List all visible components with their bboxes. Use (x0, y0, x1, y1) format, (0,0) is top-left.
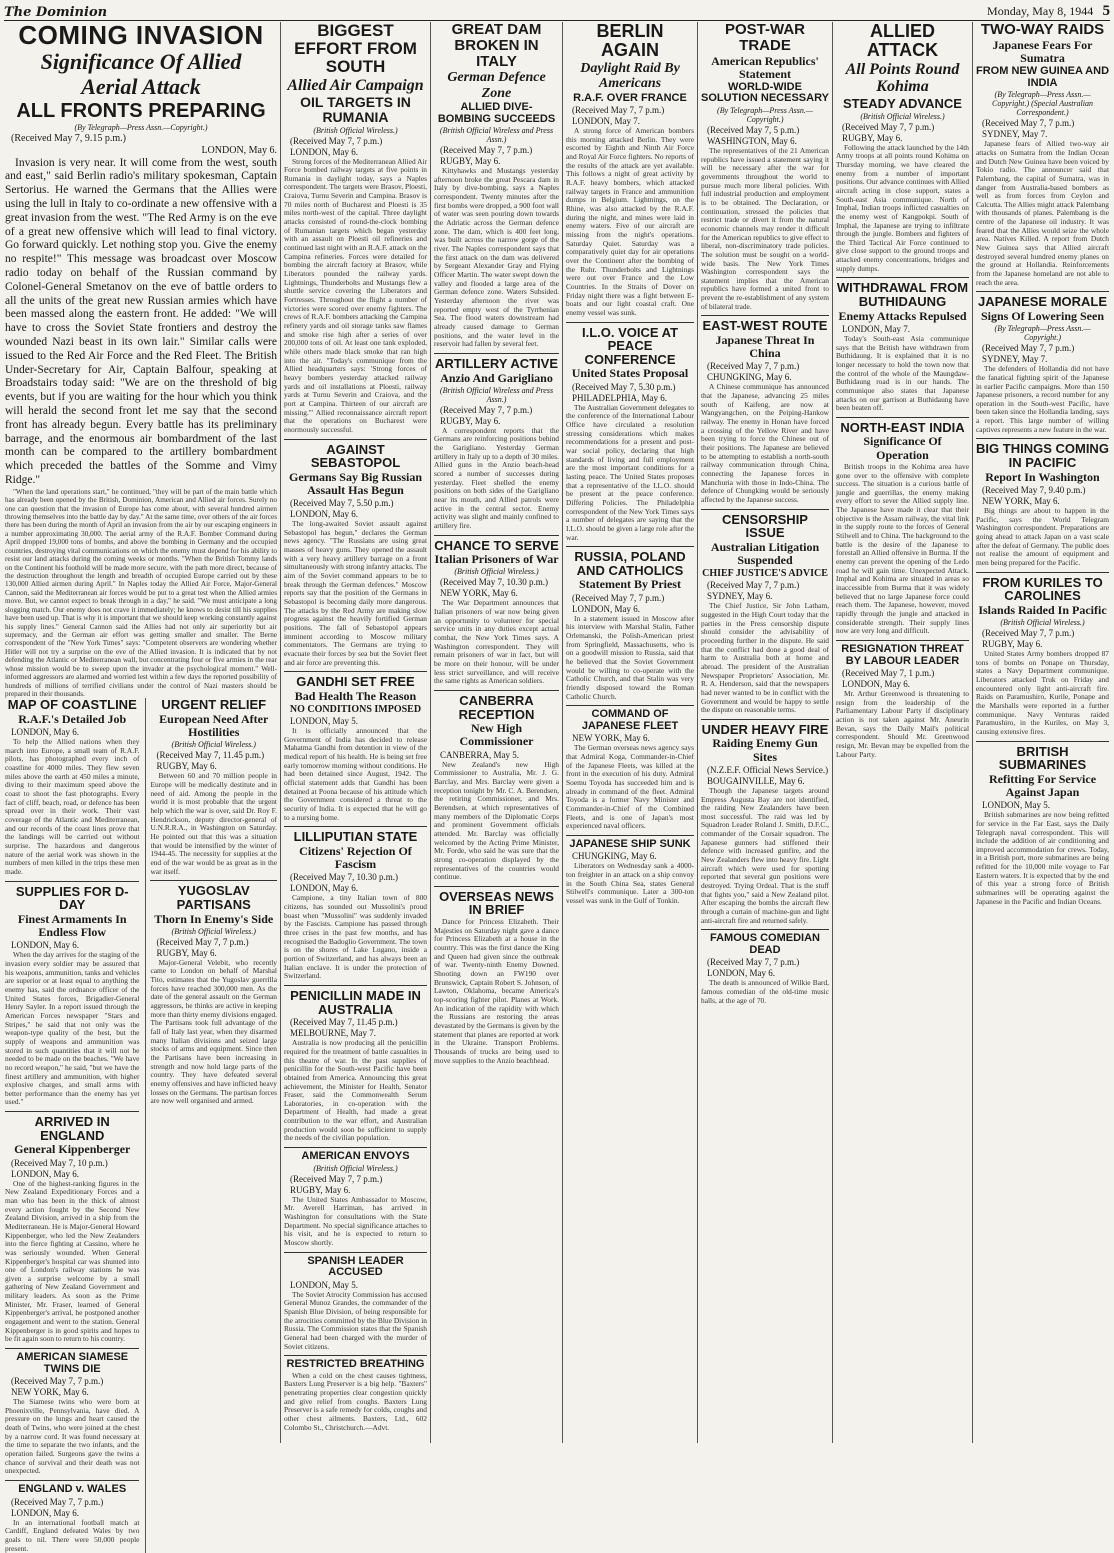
headline: TWO-WAY RAIDS (980, 21, 1105, 38)
article-rumania (284, 22, 427, 435)
subheadline: Significance Of Allied (40, 49, 242, 75)
headline: RESTRICTED BREATHING (286, 1358, 425, 1371)
headline: AMERICAN SIAMESE TWINS DIE (16, 1351, 129, 1375)
dateline-place: LONDON, May 6. (11, 1168, 79, 1179)
article-morale (976, 291, 1109, 434)
subheadline: American Republics' Statement (711, 53, 819, 81)
article-body: One of the highest-ranking figures in the New Zealand Expeditionary Forces and a man who has been in the thick of almost every action fought by the Second New Zealand Division, arrived in a ship from the Mediterranean. He is Major-General Howard Kippenberger, who led the New Zealanders into the fierce fighting at Cassino, where he was seriously wounded. When General Kippenberger's hospital car was shunted into one of London's railway stations he was given a surprise welcome by a small gathering of New Zealand Government and military leaders. As soon as the Prime Minister, Mr. Fraser, learned of General Kippenberger's arrival, he postponed another engagement and went to the station. General Kippenberger is in good spirits and hopes to be fit again soon to return to his country. (5, 1178, 140, 1344)
headline: UNDER HEAVY FIRE (701, 721, 829, 737)
article-body: Mr. Arthur Greenwood is threatening to resign from the leadership of the Parliamentary Labour Party if disciplinary action is not taken against Mr. Aneurin Bevan, says the Daily Mail's political correspondent. Should Mr. Greenwood resign, Mr. Bevan may be expelled from the Labour Party. (836, 689, 969, 759)
article-dam (434, 22, 559, 349)
received-line: (Received May 7, 7 p.m.) (11, 1496, 104, 1507)
received-line: (Received May 7, 7 p.m.) (440, 404, 533, 415)
headline: ALLIED ATTACK (866, 21, 939, 60)
received-line: (Received May 7, 9.40 p.m.) (982, 484, 1086, 495)
deck: OIL TARGETS IN RUMANIA (300, 94, 411, 125)
subheadline: Citizens' Rejection Of Fascism (299, 844, 412, 872)
received-line: (Received May 7, 10.30 p.m.) (290, 872, 398, 883)
credit-line: (British Official Wireless and Press Assn.) (439, 126, 554, 145)
dateline-place: LONDON, May 6. (842, 679, 910, 690)
subheadline: Japanese Fears For Sumatra (992, 37, 1093, 65)
dateline-place: NEW YORK, May 6. (440, 588, 518, 599)
page-number: 5 (1102, 3, 1110, 19)
credit-line: (By Telegraph—Press Assn.—Copyright.) (Special Australian Correspondent.) (992, 90, 1093, 118)
credit-line: (British Official Wireless.) (1000, 617, 1085, 627)
article-japfleet (566, 705, 694, 831)
headline: POST-WAR TRADE (724, 21, 805, 54)
article-body: Between 60 and 70 million people in Europe will be medically destitute and in need of aid. Among the people in the world it is most probable that the urgent help which the war is over, said Dr. Roy F. Hendrickson, deputy director-general of U.N.R.R.A., in Washington on Saturday. He pointed out that this was a situation that would be intensified by the winter of 1944-45. The necessity for supplies at the end of the war would be as great as in the war itself. (150, 771, 277, 876)
article-body: The Soviet Atrocity Commission has accused General Munoz Grandes, the commander of the Spanish Blue Division, of being responsible for the atrocities committed by the Blue Division in Russia. The Commission states that the Spanish General had been charged with the murder of Soviet citizens. (284, 1289, 427, 1351)
deck: FROM NEW GUINEA AND INDIA (976, 65, 1110, 89)
article-prisoners (434, 535, 559, 686)
masthead (4, 0, 1110, 21)
dateline-place: NEW YORK, May 6. (572, 733, 650, 744)
headline: CENSORSHIP ISSUE (722, 511, 808, 541)
credit-line: (British Official Wireless.) (313, 1163, 398, 1173)
dateline-place: LONDON, May 5. (290, 716, 358, 727)
article-body: The Australian Government delegates to the conference of the International Labour Office have circulated a resolution stressing considerations which makes recommendations for a present and post-war social policy, declaring that high standards of living and full employment are the most important conditions for a lasting peace. The United States proposes that a representative of the I.L.O. should be present at the peace conference. Differing Policies. The Philadelphia correspondent of the New York Times says a number of delegates are saying that the I.L.O. should be given a large role after the war. (566, 402, 694, 542)
dateline-place: LONDON, May 7. (842, 323, 910, 334)
article-body: When a cold on the chest causes tightness, Baxters Lung Preserver is a big help. "Baxters" penetrating properties clear congestion quickly and give relief from coughs. Baxters Lung Preserver is a safe remedy for colds, coughs and other chest ailments. Baxters, Ltd., 602 Colombo St., Christchurch.—Advt. (284, 1370, 427, 1432)
article-body: The United States Ambassador to Moscow, Mr. Averell Harriman, has arrived in Washington for consultations with the State Department. No special significance attaches to his visit, and he is expected to return to Moscow shortly. (284, 1194, 427, 1247)
article-body: British troops in the Kohima area have gone over to the offensive with complete success. The situation is a curious battle of jungle and guerrillas, the enemy making every effort to sever the Allied supply line. The Japanese have made it clear that their objective is the Assam railway, the vital link in the supply route to the forces of General Stilwell and to China. The background to the battle is the desire of the Japanese to forestall an Allied offensive in Burma. If the enemy can prevent the opening of the Ledo road he will gain time. Unexpected Attack. Imphal and Kohima are situated in areas so inaccessible from Burma that it was widely believed that no large Japanese force could reach them. The Japanese, however, moved rapidly through the jungle and attacked in considerable strength. Their supply lines now are very long and difficult. (836, 461, 969, 636)
subheadline: Finest Armaments In Endless Flow (17, 911, 127, 940)
received-line: (Received May 7, 7 p.m.) (982, 627, 1075, 638)
article-wales (5, 1480, 139, 1553)
dateline-place: LONDON, May 6. (11, 727, 79, 738)
article-body: In an international football match at Cardiff, England defeated Wales by two goals to nil. There were 50,000 people present. (5, 1517, 140, 1553)
paper-name: The Dominion (4, 5, 108, 20)
article-body: British submarines are now being refitted for service in the Far East, says the Daily Telegraph naval correspondent. This will include the addition of air conditioning and improved accommodation for crews. Today, in a British port, more submarines are being refitted for the 10,000 mile voyage to Far Eastern waters. It is expected that by the end of this year a strong force of British submarines will be operating against the Japanese in the Pacific and Indian Oceans. (976, 810, 1109, 906)
headline: FAMOUS COMEDIAN DEAD (710, 932, 820, 956)
headline: CANBERRA RECEPTION (458, 693, 535, 722)
article-body: When the day arrives for the staging of the invasion every soldier may be assured that his weapons, ammunition, tanks and vehicles are superior or at least equal to anything the enemy has, said the ordnance officer of the United States forces, Brigadier-General Henry Sayler. In a report issued through the American Forces newspaper "Stars and Stripes," he said that not only was the weapon-type quality of the best, but the supply of weapons and ammunition was stored in such quantities that it will not be needed to be made on the beaches. "We have no record weapon," he said, "but we have the finest artillery and ammunition, with higher explosive charges, and small arms with better performance than the enemy has yet used." (5, 950, 140, 1107)
article-comedian (701, 929, 829, 1005)
deck: WORLD-WIDE SOLUTION NECESSARY (701, 80, 829, 105)
received-line: (Received May 7, 7 p.m.) (707, 580, 800, 591)
headline: ARTILLERY ACTIVE (434, 355, 559, 371)
dateline-place: BOUGAINVILLE, May 6. (707, 775, 805, 786)
article-body: A correspondent reports that the Germans are reinforcing positions behind the Garigliano. Yesterday German artillery in Italy up to a depth of 30 miles. Allied guns in the Anzio beach-head scored a number of successes during yesterday. Fleet shelled the enemy positions on both sides of the Garigliano near its mouth, and Allied patrols were active in the central sector. Enemy activity was slight and mainly confined to artillery fire. (434, 425, 559, 530)
article-yugoslav (150, 880, 277, 1106)
deck: ALL FRONTS PREPARING (16, 99, 266, 122)
article-body: The defenders of Hollandia did not have the fanatical fighting spirit of the Japanese in earlier Pacific campaigns. More than 150 Japanese prisoners, a record number for any operation in the South-west Pacific, have been taken since the Hollandia landing, says a report. This large number of willing captives represents a new feature in the war. (976, 364, 1109, 434)
subheadline: Japanese Threat In China (715, 333, 815, 361)
article-body: The long-awaited Soviet assault against Sebastopol has begun," declares the German news agency. "The Russians are using great masses of heavy guns. They opened the assault with a very heavy artillery barrage on a front simultaneously with strong infantry attacks. The aim of the Soviet command appears to be to break through the German defences." Moscow reports say that the position of the Germans in Sebastopol is becoming daily more dangerous. The attacks by the Red Army are making slow progress against the heavily fortified German positions. The fall of Sebastopol appears imminent according to Moscow military commentators. The Germans are trying to evacuate their forces by sea but the Soviet fleet and air force are preventing this. (284, 519, 427, 667)
headline: I.L.O. VOICE AT PEACE CONFERENCE (581, 324, 679, 367)
received-line: (Received May 7, 5 p.m.) (707, 124, 800, 135)
article-body: Japanese fears of Allied two-way air attacks on Sumatra from the Indian Ocean and Dutch New Guinea have been voiced by Tokio radio. The announcer said that Palembang, the capital of Sumatra, was in danger from Australia-based bombers as well as from forces from Ceylon and Calcutta. The Allies might attack Palembang with thousands of planes. Palembang is the centre of the Japanese oil industry. It was feared that the Allies would seize the whole area. Natives Killed. A report from Dutch New Guinea says that Allied aircraft destroyed several hundred enemy planes on the ground at Hollandia. Reinforcements from the Japanese homeland are not able to reach the area. (976, 139, 1109, 287)
received-line: (Received May 7, 11.45 p.m.) (156, 750, 265, 761)
article-bigthings (976, 438, 1109, 567)
article-body: New Zealand's new High Commissioner to Australia, Mr. J. G. Barclay, and Mrs. Barclay were given a reception tonight by Mr. C. A. Berendsen, the retiring Commissioner, and Mrs. Berendsen, at which representatives of many members of the Diplomatic Corps and prominent Government officials attended. Mr. Barclay was officially welcomed by the Acting Prime Minister, Mr. Forde, who said he was sure that the strong co-operation displayed by the representatives of the countries would continue. (434, 759, 559, 882)
dateline-place: RUGBY, May 6. (156, 761, 217, 772)
credit-line: (British Official Wireless.) (860, 111, 945, 121)
article-body: Strong forces of the Mediterranean Allied Air Force bombed railway targets at five points in Rumania in daylight today, says a Naples correspondent. The targets were Brasov, Ploesti, Craiova, Turnu Severin and Campina. Brasov is 70 miles north of Bucharest and Ploesti is 35 miles north-west of the capital. Three daylight attacks consisted of round-the-clock bombing of Rumanian targets which began yesterday with an assault on Ploesti oil refineries and continued last night with an R.A.F. attack on the Campina refineries. Forces were detailed for bombing the aircraft factory at Brasov, while Liberators pounded the railway yards. Lightnings, Thunderbolts and Mustangs flew a shuttle service covering the Liberators and Fortresses. Throughout the flight a number of victories were scored over enemy fighters. The crews of R.A.F. bombers attacking the Campina refinery yards and oil storage tanks saw flames and smoke rise high after a series of over 200,000 tons of oil. At least one tank exploded, while others made black smoke that ran high into the air. "Today's communique from the Allied headquarters says: 'Strong forces of heavy bombers yesterday attacked railway yards and oil installations at Ploesti, railway yards at Turnu Severin and Craiova, and the port at Campina. Thirteen of our aircraft are missing.'" Allied reconnaissance aircraft report that the operations on Bucharest were enormously successful. (284, 156, 427, 434)
headline: JAPANESE SHIP SUNK (569, 837, 691, 850)
article-body: United States Army bombers dropped 87 tons of bombs on Ponape on Thursday, states a Navy Department communique. Liberators attacked Truk on Friday and encountered only light anti-aircraft fire. Raids on Paramushiro, Kurile, Ponape and the Marshalls were reported in a further communique. Navy Venturas raided Paramushiro, in the Kuriles, on May 3, causing extensive fires. (976, 648, 1109, 736)
article-penicillin (284, 985, 427, 1143)
subheadline: Allied Air Campaign (287, 76, 424, 94)
headline: SUPPLIES FOR D-DAY (15, 883, 129, 913)
credit-line: (By Telegraph—Press Assn.—Copyright.) (994, 324, 1091, 343)
dateline-place: RUGBY, May 6. (156, 947, 217, 958)
article-body: It is officially announced that the Government of India has decided to release Mahatma Gandhi from detention in view of the medical report of his health. He is being set free early tomorrow morning without conditions. He had been detained since August, 1942. The official statement adds that Gandhi has been detained at Poona because of his attitude which the Government considered a threat to the security of India. It is expected that he will go to a nursing home. (284, 726, 427, 822)
dateline-place: RUGBY, May 6. (842, 132, 903, 143)
received-line: (Received May 7, 10.30 p.m.) (440, 577, 548, 588)
subheadline: Aerial Attack (81, 74, 201, 100)
article-body: The War Department announces that Italian prisoners of war now being given an opportunity to volunteer for special service units in any duties except actual combat, the New York Times says. A Washington correspondent. They will remain prisoners of war in fact, but will be more on their honour, will be under less strict surveillance, and will receive the same rights as American soldiers. (434, 598, 559, 686)
headline: GANDHI SET FREE (296, 674, 415, 690)
article-body: Though the Japanese targets around Empress Augusta Bay are not identified, the raiding New Zealanders have been most successful. The raid was led by Squadron Leader Roland J. Smith, D.F.C., commander of the Corsair squadron. The Japanese gunners had stiffened their defence with increased gunfire, and the New Zealanders flew into heavy fire. Light aircraft which were used for spotting reported that several gun positions were destroyed. Trying Ordeal. That is the stuff that fights you," said a New Zealand pilot. After escaping the bombs the aircraft flew through a curtain of machine-gun and light anti-aircraft fire and returned safely. (701, 785, 829, 925)
dateline-place: PHILADELPHIA, May 6. (572, 392, 667, 403)
subheadline: R.A.F.'s Detailed Job (18, 711, 127, 726)
subcolumn-right (145, 698, 277, 1553)
lead-paragraph: Invasion is very near. It will come from the west, south and east," said Berlin radio's military spokesman, Captain Sertorius. He warned the Germans that the Allies were using the lull in Italy to co-ordinate a new offensive with a great invasion from the west. "The Red Army is on the eve of a great new offensive which will lead to final victory. Go forward quickly. Let nothing stop you. Give the enemy no respite!" This message was broadcast over Moscow radio today on behalf of the Russian command by Colonel-General Smetanov on the eve of battle orders to all the units of the great new Russian armies which have been massed along the eastern front. He added: "We will have to cross the Soviet State frontiers and destroy the wounded Nazi beast in its own lair." Similar calls were issued to the Red Air Force and the Red Fleet. The British Under-Secretary for Air, Captain Balfour, speaking at Broadstairs today said: "We are on the threshold of big events, but if you are waiting for the hour which you think will herald the second front let me say that the second front has already begun. Every battle has its preliminary barrage, and the enormous air bombardment of the last month can be compared to the artillery bombardment which preceded the battles of the Somme and Vimy Ridge." (5, 156, 277, 486)
headline: NORTH-EAST INDIA (840, 419, 965, 435)
article-northeast (836, 417, 969, 636)
subheadline: Statement By Priest (579, 577, 681, 592)
headline: ENGLAND v. WALES (18, 1483, 127, 1496)
received-line: (Received May 7, 10 p.m.) (11, 1157, 108, 1168)
article-berlin (566, 22, 694, 318)
article-body: Kittyhawks and Mustangs yesterday afternoon broke the great Pescara dam in Italy by dive-bombing, says a Naples correspondent. Twenty minutes after the first bombs were dropped, a 900 foot wall of water was seen pouring down towards the Adriatic across the German defence zone. The dam, which is 400 feet long, was built across the narrow gorge of the river. The Naples correspondent says that the first attack on the dam was delivered by Sergeant Alexander Gray and Flying Officer Martin. The water swept down the valley and flooded a large area of the German defence zone. Waters Subsided. Yesterday afternoon the river was reported empty west of the Tyrrhenian Sea. The flood waters downstream had already caused damage to German positions, and the water level in the reservoir had fallen by several feet. (434, 166, 559, 349)
received-line: (Received May 7, 7 p.m.) (156, 936, 249, 947)
credit-line: (British Official Wireless and Press Assn.) (439, 385, 554, 404)
headline: BIGGEST EFFORT FROM SOUTH (294, 21, 417, 76)
headline: FROM KURILES TO CAROLINES (982, 574, 1103, 604)
deck: ALLIED DIVE-BOMBING SUCCEEDS (437, 101, 556, 125)
headline: JAPANESE MORALE (977, 294, 1108, 310)
article-relief (150, 698, 277, 876)
article-submarines (976, 741, 1109, 907)
article-body: To help the Allied nations when they march into Europe, a small team of R.A.F. pilots, has photographed every inch of coastline for 4000 miles. They flew seven miles above the earth at 450 miles a minute, diving to their maximum speed above the coast to shoot the fast photographs. Every fact of cliff, beach, road, or defence has been spread over in their work. Their vast coverage of the Atlantic and Mediterranean, and our records of the coast lines prove that the landings will be carried out without surprise. The hazardous and dangerous nature of the aerial work was shown in the numbers of men killed in the trips these men made. (5, 737, 140, 877)
dateline: Monday, May 8, 1944 (987, 4, 1094, 18)
article-sebastopol (284, 439, 427, 668)
received-line: (Received May 7, 5.30 p.m.) (572, 381, 676, 392)
credit-line: (British Official Wireless.) (454, 567, 539, 577)
article-body: Today's South-east Asia communique says that the British have withdrawn from Buthidaung. It is explained that it is no longer necessary to hold the town now that the control of the whole of the Maungdaw-Buthidaung road is in our hands. The communique also states that Japanese attacks on our garrison at Buthidaung have been beaten off. (836, 333, 969, 413)
headline: ARRIVED IN ENGLAND (34, 1114, 110, 1143)
article-body: In a statement issued in Moscow after his interview with Marshal Stalin, Father Orlemanski, the Polish-American priest from Springfield, Massachusetts, who is on a goodwill mission to Russia, said that he believed that the Soviet Government would be willing to co-operate with the Catholic Church, and that Stalin was very friendly disposed toward the Roman Catholic Church. (566, 613, 694, 701)
dateline-place: LONDON, May 7. (572, 116, 640, 127)
dateline-place: NEW YORK, May 6. (982, 495, 1060, 506)
article-body: "When the land operations start," he continued, "they will be part of the main battle which has already been opened by the British, Dominion, American and Allied air forces. Surely no one can question that the invasion of Europe has come about, with several hundred airmen throwing themselves into the battle day by day." At the same time, over others of the air forces there has been during the month of April an invasion from the air by our escaping engineers in a number approximating 30,000. The aerial army of the R.A.F. Bomber Command during April dropped 19,000 tons of bombs, and above the bombing in Germany and the occupied countries, destroying vital communications on which the enemy must depend for his ability to resist our land attacks during the coming weeks or months. "When the British Tommy lands on the Continent his foothold will be made more secure, with the path more direct, because of the destruction throughout the length and breadth of occupied Europe carried out by these 130,000 Allied airmen during April." In Naples today the Allied Air Force, Major-General Cannon, said the Mediterranean air forces would be put to a great test when the Allied armies move. But, we cannot expect to break through in a day," he said. "We must anticipate a long slogging match. Our enemy does not crave it immediately; he knows to desist till his supplies have been used up. That is why it is important that we should keep working constantly against his supply lines." General Cannon said the Allies had not only air superiority but air supremacy, and the German air effort was getting smaller and smaller. The Berne correspondent of the "New York Times" says: "Competent observers are wondering whether Hitler will not try a surprise on the eve of the Allied invasion. It is indicated that by not defending the Atlantic or Mediterranean wall, but concentrating four or five armies in the rear whose mission would be to sweep upon the invader at the psychological moment." Well-informed aggressors are alarmed and worried lest within a few days the reported possibility of hundreds of millions of terrified civilians under the control of Nazi masters should be prepared in their thousands. (5, 487, 277, 698)
dateline-place: LONDON, May 6. (290, 146, 358, 157)
article-body: A strong force of American bombers this morning attacked Berlin. They were escorted by Eighth and Ninth Air Force and Royal Air Force fighters. No reports of the results of the attack are yet available. This follows a night of great activity by R.A.F. heavy bombers, which attacked railway targets in France and ammunition dumps in Belgium. Lightnings, on the Rhine, was also attacked by the R.A.F. during the night, and mines were laid in enemy waters. Five of our aircraft are missing from the night's operations. Saturday Quiet. Saturday was a comparatively quiet day for air operations over the Continent after the bombing of the Ruhr. Thunderbolts and Lightnings were out over France and the Low Countries. In the Straits of Dover on Friday night there was a fight between E-boats and our light coastal craft. One enemy vessel was sunk. (566, 126, 694, 317)
column-5 (698, 22, 832, 1443)
subheadline: Anzio And Garigliano (440, 370, 553, 385)
received-line: (Received May 7, 5.50 p.m.) (290, 498, 394, 509)
deck: R.A.F. OVER FRANCE (573, 91, 687, 104)
headline: URGENT RELIEF (161, 697, 267, 713)
article-body: The German overseas news agency says that Admiral Koga, Commander-in-Chief of the Japanese Fleets, was killed at the front in the execution of his duty. Admiral Soemu Toyoda has succeeded him and is already in command of the fleet. Admiral Toyoda is a former Navy Minister and Commander-in-Chief of the Combined Fleets, and is one of Japan's most experienced naval officers. (566, 743, 694, 831)
article-advert (284, 1355, 427, 1432)
credit-line: (British Official Wireless.) (313, 125, 398, 135)
dateline-place: MELBOURNE, May 7. (290, 1028, 376, 1039)
column-6 (833, 22, 972, 1443)
subheadline: Germans Say Big Russian Assault Has Begun (288, 469, 423, 497)
subheadline: All Points Round Kohima (845, 60, 960, 96)
article-body: The Siamese twins who were born at Phoenixville, Pennsylvania, have died. A pressure on the lungs and heart caused the death of Twins, who were joined at the chest by a narrow cord. It was found necessary at the time to separate the two infants, and the operation failed. Surgeons gave the twins a chance of survival and their death was not unexpected. (5, 1397, 140, 1476)
credit-line: (British Official Wireless.) (171, 926, 256, 936)
article-body: Australia is now producing all the penicillin required for the treatment of battle casualties in this theatre of war. In the past supplies of penicillin for the South-west Pacific have been obtained from America. Announcing this great achievement, the Minister for Health, Senator Fraser, said the Commonwealth Serum Laboratories, in co-operation with the Department of Health, had made a great contribution to the war effort, and Australian production would soon be sufficient to supply the needs of the civilian population. (284, 1038, 427, 1143)
headline: RUSSIA, POLAND AND CATHOLICS (574, 549, 686, 578)
subheadline: Signs Of Lowering Seen (980, 309, 1104, 324)
subheadline: Significance Of Operation (863, 434, 942, 462)
article-body: Following the attack launched by the 14th Army troops at all points round Kohima on Thursday morning, we have cleared the enemy from a number of important positions. Our advance continues with Allied aircraft acting in close support, states a South-east Asia communique. North of Imphal, Indian troops inflicted casualties on the enemy west of Kangpokpi. South of Imphal, the Japanese are trying to infiltrate through the jungle. Bombers and fighters of the Third Tactical Air Force continued to give close support to the ground troops and attacked enemy concentrations, bridges and supply dumps. (836, 142, 970, 273)
subheadline: Islands Raided In Pacific (978, 602, 1107, 617)
deck: STEADY ADVANCE (843, 95, 962, 111)
dateline-place: CANBERRA, May 5. (440, 749, 520, 760)
dateline-place: LONDON, May 6. (11, 940, 79, 951)
headline: AGAINST SEBASTOPOL (310, 441, 401, 471)
received-line: (Received May 7, 7 p.m.) (440, 145, 533, 156)
column-4 (563, 22, 697, 1443)
headline: RESIGNATION THREAT BY LABOUR LEADER (841, 642, 964, 667)
received-line: (N.Z.E.F. Official News Service.) (707, 764, 829, 775)
article-gandhi (284, 671, 427, 822)
dateline-place: WASHINGTON, May 6. (707, 135, 797, 146)
article-body: Campione, a tiny Italian town of 800 citizens, has sounded out Mussolini's proud boast when "Mussolini" was suddenly invaded by the Fascists. Campione has passed through three crises in the past few months, and has recognised the Badoglio Government. The town is on the shores of Lake Lugano, inside a portion of Switzerland, and has always been an Italian enclave. It is under the protection of Switzerland. (284, 893, 427, 981)
article-catholics (566, 546, 694, 701)
article-dday (5, 881, 139, 1107)
subheadline: Raiding Enemy Gun Sites (712, 736, 818, 764)
article-body: Dance for Princess Elizabeth. Their Majesties on Saturday night gave a dance for Princess Elizabeth at a house in the country. This was the first dance the King and Queen had given since the outbreak of war. Twenty-ninth Enemy Downed. Shooting down an FW190 over Brunswick, Captain Robert S. Johnson, of Lawton, Oklahoma, became America's top-scoring fighter pilot. Planes at Work. An indication of the rapidity with which the Russians are restoring the areas devastated by the Germans is given by the statement that planes are reported at work in the Ukraine. Transport Problems. Thousands of trucks are being used to move supplies to the Anzio beachhead. (434, 917, 559, 1065)
article-buthidaung (836, 277, 969, 412)
dateline-place: LONDON, May 6. (290, 509, 358, 520)
article-body: Major-General Velebit, who recently came to London on behalf of Marshal Tito, estimates that the Yugoslav guerrilla forces have reached 300,000 men. As the date of the general assault on the German aggressors, he thinks are active in keeping more than thirty enemy divisions engaged. The Partisans took full advantage of the fall of Italy last year, when they disarmed many Italian divisions and seized large stocks of arms and equipment. Since then the Partisans have been increasing in strength and now hold large parts of the country. They have defeated several enemy offensives and have inflicted heavy losses on the Germans. The partisan forces are now well organised and armed. (150, 957, 277, 1106)
received-line: (Received May 7, 1 p.m.) (842, 668, 935, 679)
headline: COMMAND OF JAPANESE FLEET (581, 708, 679, 732)
dateline-place: CHUNGKING, May 6. (572, 851, 657, 862)
article-body: The Chief Justice, Sir John Latham, suggested in the High Court today that the parties in the Press censorship dispute should consider the advisability of proceeding further in the dispute. He said that the conflict had done a good deal of harm to Australia both at home and abroad. The president of the Australian Newspaper Proprietors' Association, Mr. R. A. Henderson, said that the newspapers had never wanted to be in conflict with the Government and would be happy to settle the dispute on reasonable terms. (701, 601, 829, 715)
article-envoys (284, 1147, 427, 1247)
masthead-right (987, 3, 1110, 20)
headline: PENICILLIN MADE IN AUSTRALIA (290, 987, 421, 1017)
dateline-place: NEW YORK, May 6. (11, 1387, 89, 1398)
headline: BIG THINGS COMING IN PACIFIC (976, 441, 1109, 471)
dateline-place: SYDNEY, May 6. (707, 591, 773, 602)
article-invasion (5, 22, 277, 698)
headline: BRITISH SUBMARINES (998, 743, 1087, 773)
dateline-place: CHUNGKING, May 6. (707, 372, 792, 383)
article-labour (836, 640, 969, 759)
dateline-place: LONDON, May 6. (201, 144, 277, 156)
column-split (5, 698, 277, 1553)
headline: CHANCE TO SERVE (434, 537, 559, 553)
dateline-place: LONDON, May 5. (290, 1279, 358, 1290)
subheadline: Refitting For Service Against Japan (988, 771, 1097, 800)
article-lilliput (284, 826, 427, 981)
headline: GREAT DAM BROKEN IN ITALY (451, 21, 542, 70)
article-spanish (284, 1252, 427, 1352)
received-line: (Received May 7, 9.15 p.m.) (11, 132, 126, 144)
subheadline: Italian Prisoners of War (434, 552, 559, 567)
received-line: (Received May 7, 7 p.m.) (290, 135, 383, 146)
headline: AMERICAN ENVOYS (301, 1150, 410, 1163)
article-tworaids (976, 22, 1109, 287)
article-anzio (434, 353, 559, 531)
dateline-place: SYDNEY, May 7. (982, 354, 1048, 365)
article-kippenberger (5, 1111, 139, 1344)
column-7 (973, 22, 1112, 1443)
subheadline: Bad Health The Reason (294, 688, 417, 703)
article-kohima (836, 22, 969, 273)
article-censorship (701, 509, 829, 715)
dateline-place: RUGBY, May 6. (440, 156, 501, 167)
column-1 (2, 20, 280, 1553)
subheadline: Enemy Attacks Repulsed (838, 308, 967, 323)
article-body: The death is announced of Wilkie Bard, famous comedian of the old-time music halls, at the age of 70. (701, 978, 829, 1005)
article-twins (5, 1348, 139, 1476)
received-line: (Received May 7, 7 p.m.) (842, 121, 935, 132)
received-line: (Received May 7, 11.45 p.m.) (290, 1017, 398, 1028)
headline: LILLIPUTIAN STATE (293, 829, 418, 845)
headline: YUGOSLAV PARTISANS (176, 883, 251, 912)
subcolumn-left (5, 698, 139, 1553)
dateline-place: SYDNEY, May 7. (982, 129, 1048, 140)
received-line: (Received May 7, 7 p.m.) (572, 592, 665, 603)
headline: SPANISH LEADER ACCUSED (307, 1254, 404, 1279)
subheadline: Report In Washington (985, 469, 1100, 484)
dateline-place: LONDON, May 6. (707, 968, 775, 979)
headline: BERLIN AGAIN (596, 21, 664, 60)
credit-line: (By Telegraph—Press Assn.—Copyright.) (717, 105, 813, 124)
received-line: (Received May 7, 7 p.m.) (982, 343, 1075, 354)
article-eastwest (701, 315, 829, 504)
credit-line: (British Official Wireless.) (171, 740, 256, 750)
subheadline: United States Proposal (571, 366, 689, 381)
dateline-place: LONDON, May 6. (11, 1507, 79, 1518)
deck: NO CONDITIONS IMPOSED (289, 704, 422, 716)
received-line: (Received May 7, 7 p.m.) (982, 118, 1075, 129)
dateline-place: RUGBY, May 6. (982, 638, 1043, 649)
credit-line: (By Telegraph—Press Assn.—Copyright.) (74, 122, 208, 132)
article-japship (566, 835, 694, 906)
received-line: (Received May 7, 7 p.m.) (11, 1376, 104, 1387)
dateline-place: RUGBY, May 6. (290, 1184, 351, 1195)
article-ilo (566, 322, 694, 543)
article-canberra (434, 690, 559, 882)
subheadline: European Need After Hostilities (159, 711, 269, 740)
article-trade (701, 22, 829, 311)
dateline-place: RUGBY, May 6. (440, 415, 501, 426)
subheadline: Australian Litigation Suspended (710, 539, 820, 568)
article-body: Liberators on Wednesday sank a 4000-ton freighter in an attack on a ship convoy in the South China Sea, states General Stilwell's communique. Later a 300-ton vessel was sunk in the Gulf of Tonkin. (566, 861, 694, 906)
dateline-place: LONDON, May 6. (290, 883, 358, 894)
dateline-place: LONDON, May 6. (572, 603, 640, 614)
headline: MAP OF COASTLINE (7, 697, 137, 713)
subheadline: Thorn In Enemy's Side (154, 911, 274, 926)
received-line: (Received May 7, 7 p.m.) (707, 361, 800, 372)
headline: WITHDRAWAL FROM BUTHIDAUNG (836, 280, 969, 310)
article-coastline (5, 698, 139, 876)
article-overseas (434, 886, 559, 1065)
deck: CHIEF JUSTICE'S ADVICE (702, 568, 828, 580)
received-line: (Received May 7, 7 p.m.) (572, 105, 665, 116)
subheadline: New High Commissioner (459, 721, 534, 749)
article-body: A Chinese communique has announced that the Japanese, advancing 25 miles south of Kaifeng, are now at Wangyangchen, on the Peiping-Hankow railway. The enemy in Honan have forced a crossing of the Yellow River and have been trying to force the Chinese out of their positions. The Japanese are believed to be attempting to establish a north-south railway communication through China, connecting the Japanese forces in Manchuria with those in Indo-China. The defence of Chungking would be seriously affected by the Japanese success. (701, 382, 829, 504)
subheadline: Daylight Raid By Americans (580, 60, 680, 92)
column-3 (431, 22, 562, 1443)
subheadline: General Kippenberger (14, 1142, 131, 1157)
headline: OVERSEAS NEWS IN BRIEF (439, 888, 554, 918)
subheadline: German Defence Zone (447, 70, 546, 101)
article-raiders (701, 719, 829, 926)
dateline-place: LONDON, May 5. (982, 800, 1050, 811)
column-2 (281, 22, 430, 1443)
headline: EAST-WEST ROUTE (702, 318, 828, 334)
article-body: Big things are about to happen in the Pacific, says the World Telegram Washington correspondent. Preparations are going ahead to attack Japan on a vast scale after the defeat of Germany. The public does not realise the amount of equipment and men being prepared for the Pacific. (976, 505, 1109, 567)
received-line: (Received May 7, 7 p.m.) (707, 957, 800, 968)
received-line: (Received May 7, 7 p.m.) (290, 1173, 383, 1184)
headline: COMING INVASION (18, 20, 264, 50)
article-body: The representatives of the 21 American republics have issued a statement saying it will be necessary after the war for governments throughout the world to pursue much more liberal policies. With full industrial production and employment is to be obtained. The Declaration, or continuation, stressed the policies that restrict trade or divert it from the natural economic channels may render it difficult for the American republics to give effect to liberal, non-discriminatory trade policies. The solution must be sought on a world-wide basis. The New York Times Washington correspondent says the statement implies that the American republics have formed a united front to prevent the re-establishment of any system of bilateral trade. (701, 145, 829, 311)
article-kuriles (976, 572, 1109, 737)
